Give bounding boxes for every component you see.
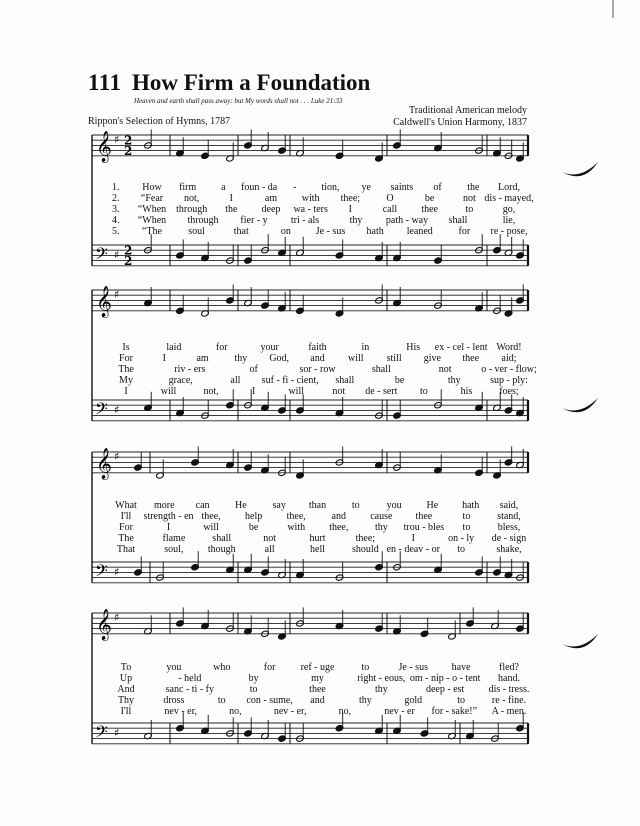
- lyric-word: help: [245, 511, 263, 522]
- lyric-line: [104, 544, 534, 555]
- verse-number: 1.: [112, 182, 120, 193]
- lyric-word: re - fine.: [491, 695, 527, 706]
- lyric-word: no,: [229, 706, 242, 717]
- lyric-word: Up: [119, 673, 133, 684]
- sharp-icon: ♯: [114, 611, 120, 625]
- lyric-word: laid: [166, 342, 182, 353]
- lyric-word: of: [433, 182, 442, 193]
- lyric-word: I'll: [120, 511, 132, 522]
- lyric-word: soul,: [164, 544, 184, 555]
- lyric-word: the: [467, 182, 480, 193]
- lyric-word: more: [154, 500, 175, 511]
- lyric-word: will: [160, 386, 177, 397]
- lyric-line: [104, 673, 534, 684]
- lyric-line: [104, 695, 534, 706]
- lyric-word: riv - ers: [174, 364, 206, 375]
- lyric-word: for: [263, 662, 276, 673]
- lyric-word: you: [386, 500, 402, 511]
- lyric-word: faith: [308, 342, 327, 353]
- time-signature: 2: [124, 133, 133, 148]
- lyric-word: and: [310, 353, 325, 364]
- lyric-line: [104, 706, 534, 717]
- lyric-word: thy: [349, 215, 363, 226]
- verse-number: 5.: [112, 226, 120, 237]
- lyric-word: on: [280, 226, 291, 237]
- lyric-word: my: [311, 673, 324, 684]
- lyric-word: sanc - ti - fy: [165, 684, 214, 695]
- lyric-word: be: [248, 522, 259, 533]
- lyric-word: hand.: [498, 673, 520, 684]
- sharp-icon: ♯: [114, 133, 120, 147]
- lyric-word: give: [423, 353, 441, 364]
- lyric-word: shall: [212, 533, 232, 544]
- lyric-word: thee: [415, 511, 433, 522]
- lyric-word: Je - sus: [398, 662, 428, 673]
- lyric-word: hell: [310, 544, 325, 555]
- sharp-icon: ♯: [114, 403, 120, 417]
- lyric-word: “Fear: [140, 193, 164, 204]
- lyric-word: through: [187, 215, 219, 226]
- lyric-word: thee: [309, 684, 326, 695]
- lyric-line: [104, 386, 534, 397]
- lyric-word: hurt: [309, 533, 326, 544]
- lyric-word: The: [118, 364, 134, 375]
- lyric-word: re - pose,: [490, 226, 528, 237]
- verse-number: 3.: [112, 204, 120, 215]
- lyric-line: [104, 662, 534, 673]
- lyric-word: lie,: [502, 215, 516, 226]
- lyric-word: I: [229, 193, 233, 204]
- lyric-word: will: [203, 522, 219, 533]
- lyric-word: trou - bles: [403, 522, 445, 533]
- lyric-word: fled?: [499, 662, 519, 673]
- lyric-word: strength - en: [143, 511, 194, 522]
- lyric-word: soul: [188, 226, 205, 237]
- lyric-word: dross: [163, 695, 185, 706]
- lyric-word: “The: [142, 226, 162, 237]
- lyric-word: Word!: [496, 342, 522, 353]
- melody-source-line1: Traditional American melody: [409, 105, 527, 116]
- lyric-word: thy: [374, 522, 388, 533]
- lyric-word: shall: [335, 375, 355, 386]
- verse-number: 2.: [112, 193, 120, 204]
- lyric-word: to: [465, 204, 474, 215]
- lyric-word: who: [213, 662, 231, 673]
- bass-clef-icon: 𝄢: [95, 243, 108, 268]
- lyrics-system-2: [104, 342, 537, 397]
- lyric-word: What: [115, 500, 137, 511]
- lyric-word: Is: [122, 342, 130, 353]
- lyric-word: Lord,: [498, 182, 520, 193]
- lyric-word: aid;: [501, 353, 517, 364]
- lyric-word: to: [351, 500, 360, 511]
- lyric-word: in: [361, 342, 370, 353]
- lyric-word: all: [230, 375, 241, 386]
- lyric-line: [104, 226, 534, 237]
- sharp-icon: ♯: [114, 288, 120, 302]
- lyric-word: stand,: [497, 511, 521, 522]
- lyric-word: of: [249, 364, 258, 375]
- lyric-word: gold: [404, 695, 423, 706]
- lyric-word: That: [116, 544, 136, 555]
- lyric-line: [104, 182, 534, 193]
- lyric-word: thy: [374, 684, 388, 695]
- treble-clef-icon: 𝄞: [96, 608, 112, 640]
- lyric-line: [104, 353, 534, 364]
- lyric-word: For: [119, 522, 133, 533]
- lyric-word: not: [438, 364, 452, 375]
- lyric-word: de - sert: [365, 386, 398, 397]
- lyric-word: Je - sus: [315, 226, 346, 237]
- lyric-word: to: [457, 544, 466, 555]
- treble-clef-icon: 𝄞: [96, 447, 112, 479]
- lyric-line: [104, 215, 534, 226]
- lyric-word: said,: [499, 500, 519, 511]
- lyric-word: I'll: [120, 706, 132, 717]
- lyric-line: [104, 511, 534, 522]
- lyric-word: I: [251, 386, 256, 397]
- lyric-word: you: [166, 662, 182, 673]
- lyric-line: [104, 364, 537, 375]
- lyric-word: be: [394, 375, 405, 386]
- lyric-word: be: [424, 193, 435, 204]
- lyric-word: God,: [269, 353, 290, 364]
- lyric-word: om - nip - o - tent: [409, 673, 481, 684]
- lyric-word: not: [462, 193, 476, 204]
- lyric-word: -: [293, 182, 297, 193]
- lyric-word: am: [196, 353, 209, 364]
- lyric-word: right - eous,: [357, 673, 406, 684]
- time-signature: 2: [124, 143, 133, 158]
- lyric-word: his: [460, 386, 473, 397]
- sharp-icon: ♯: [114, 248, 120, 262]
- time-signature: 2: [124, 243, 133, 258]
- lyric-word: hath: [366, 226, 384, 237]
- lyric-word: thee;: [340, 193, 361, 204]
- lyric-word: not: [332, 386, 346, 397]
- verse-number: 4.: [112, 215, 120, 226]
- lyric-word: that: [233, 226, 249, 237]
- lyric-word: will: [348, 353, 364, 364]
- lyric-line: [104, 684, 534, 695]
- lyric-word: not,: [203, 386, 219, 397]
- lyric-word: His: [406, 342, 421, 353]
- lyric-word: though: [207, 544, 236, 555]
- lyric-word: shall: [371, 364, 391, 375]
- lyric-word: thee;: [355, 533, 376, 544]
- lyric-word: - held: [178, 673, 202, 684]
- lyric-word: dis - mayed,: [484, 193, 534, 204]
- lyric-word: tri - als: [290, 215, 320, 226]
- lyric-word: flame: [162, 533, 186, 544]
- lyric-word: to: [419, 386, 428, 397]
- margin-mark-icon: [560, 394, 600, 424]
- bass-clef-icon: 𝄢: [95, 560, 108, 585]
- margin-mark-icon: [560, 158, 600, 188]
- bass-clef-icon: 𝄢: [95, 721, 108, 746]
- lyric-word: o - ver - flow;: [481, 364, 537, 375]
- lyric-word: Thy: [117, 695, 135, 706]
- lyric-word: for - sake!”: [431, 706, 478, 717]
- lyric-word: ref - uge: [300, 662, 335, 673]
- lyric-line: [104, 500, 534, 511]
- lyric-word: wa - ters: [293, 204, 328, 215]
- lyric-word: thy: [358, 695, 372, 706]
- lyric-word: thy: [234, 353, 248, 364]
- lyric-line: [104, 204, 534, 215]
- lyric-word: all: [264, 544, 275, 555]
- lyric-word: ex - cel - lent: [434, 342, 488, 353]
- hymn-title: How Firm a Foundation: [132, 70, 371, 95]
- lyric-line: [104, 522, 534, 533]
- lyric-word: grace,: [168, 375, 193, 386]
- lyric-word: sup - ply:: [490, 375, 528, 386]
- lyric-word: A - men.: [491, 706, 527, 717]
- lyric-word: “When: [137, 204, 167, 215]
- lyric-word: I: [348, 204, 352, 215]
- lyric-word: to: [457, 695, 466, 706]
- lyric-word: for: [215, 342, 228, 353]
- lyric-word: The: [118, 533, 134, 544]
- lyric-word: thee: [462, 353, 480, 364]
- lyric-word: for: [458, 226, 471, 237]
- lyric-word: foun - da: [241, 182, 278, 193]
- lyric-word: through: [176, 204, 208, 215]
- lyric-word: and: [331, 511, 346, 522]
- lyric-word: with: [301, 193, 320, 204]
- lyric-word: say: [272, 500, 286, 511]
- lyrics-system-4: [104, 662, 534, 717]
- lyric-line: [104, 375, 534, 386]
- lyric-word: sor - row: [299, 364, 336, 375]
- lyric-word: still: [386, 353, 402, 364]
- lyric-line: [104, 533, 534, 544]
- lyric-word: saints: [390, 182, 414, 193]
- time-signature: 2: [124, 253, 133, 268]
- lyric-line: [104, 193, 534, 204]
- lyric-word: to: [462, 522, 471, 533]
- lyric-word: to: [462, 511, 471, 522]
- lyric-word: How: [142, 182, 162, 193]
- lyric-word: I: [411, 533, 415, 544]
- lyric-word: am: [264, 193, 278, 204]
- lyric-word: not,: [184, 193, 200, 204]
- lyric-word: no,: [338, 706, 352, 717]
- lyric-line: [104, 342, 534, 353]
- lyric-word: deep: [261, 204, 281, 215]
- melody-source-line2: Caldwell's Union Harmony, 1837: [393, 117, 527, 128]
- lyric-word: deep - est: [425, 684, 465, 695]
- lyric-word: thee,: [201, 511, 221, 522]
- lyric-word: I: [162, 353, 166, 364]
- lyric-word: dis - tress.: [488, 684, 530, 695]
- lyric-word: bless,: [497, 522, 521, 533]
- lyric-word: “When: [137, 215, 167, 226]
- lyric-word: en - deav - or: [386, 544, 440, 555]
- lyric-word: con - sume,: [246, 695, 293, 706]
- lyric-word: cause: [370, 511, 393, 522]
- lyric-word: To: [120, 662, 132, 673]
- lyric-word: nev - er: [384, 706, 415, 717]
- lyric-word: not: [263, 533, 277, 544]
- bass-clef-icon: 𝄢: [95, 398, 108, 423]
- lyric-word: My: [119, 375, 133, 386]
- lyric-word: nev - er,: [273, 706, 307, 717]
- lyrics-system-3: [104, 500, 534, 555]
- lyric-word: thee,: [286, 511, 306, 522]
- lyric-word: shake,: [496, 544, 522, 555]
- lyric-word: to: [249, 684, 258, 695]
- lyric-word: He: [426, 500, 439, 511]
- lyric-word: nev - er,: [164, 706, 198, 717]
- lyric-word: And: [117, 684, 135, 695]
- sharp-icon: ♯: [114, 450, 120, 464]
- lyric-word: suf - fi - cient,: [261, 375, 319, 386]
- treble-clef-icon: 𝄞: [96, 285, 112, 317]
- lyric-word: can: [195, 500, 210, 511]
- lyric-word: call: [382, 204, 398, 215]
- lyric-word: to: [361, 662, 370, 673]
- lyric-word: the: [225, 204, 238, 215]
- lyric-word: a: [221, 182, 226, 193]
- lyric-word: For: [119, 353, 133, 364]
- lyric-word: with: [287, 522, 306, 533]
- lyric-word: will: [288, 386, 304, 397]
- lyric-word: by: [248, 673, 259, 684]
- lyric-word: He: [235, 500, 247, 511]
- lyric-word: de - sign: [491, 533, 527, 544]
- lyric-word: thee,: [329, 522, 349, 533]
- treble-clef-icon: 𝄞: [96, 130, 112, 162]
- lyric-word: hath: [462, 500, 480, 511]
- words-source: Rippon's Selection of Hymns, 1787: [88, 116, 231, 127]
- lyric-word: O: [386, 193, 394, 204]
- lyric-word: than: [308, 500, 327, 511]
- sharp-icon: ♯: [114, 565, 120, 579]
- lyric-word: I: [124, 386, 128, 397]
- lyric-word: to: [217, 695, 226, 706]
- lyric-word: go,: [502, 204, 516, 215]
- lyric-word: on - ly: [448, 533, 475, 544]
- lyric-word: ye: [361, 182, 371, 193]
- lyric-word: I: [166, 522, 171, 533]
- margin-mark-icon: [560, 630, 600, 660]
- lyric-word: path - way: [385, 215, 429, 226]
- lyric-word: and: [310, 695, 325, 706]
- lyric-word: leaned: [406, 226, 433, 237]
- lyric-word: thy: [447, 375, 461, 386]
- lyric-word: fier - y: [240, 215, 268, 226]
- lyric-word: thee: [421, 204, 438, 215]
- lyric-word: firm: [179, 182, 197, 193]
- hymn-number: 111: [88, 70, 122, 95]
- lyric-word: your: [260, 342, 279, 353]
- lyric-word: tion,: [321, 182, 340, 193]
- lyric-word: foes;: [499, 386, 519, 397]
- lyric-word: should: [352, 544, 379, 555]
- scripture-epigraph: Heaven and earth shall pass away: but My words shall not . . . Luke 21:33: [134, 97, 343, 105]
- lyric-word: shall: [448, 215, 468, 226]
- lyrics-system-1: [104, 182, 534, 237]
- sharp-icon: ♯: [114, 726, 120, 740]
- lyric-word: have: [451, 662, 471, 673]
